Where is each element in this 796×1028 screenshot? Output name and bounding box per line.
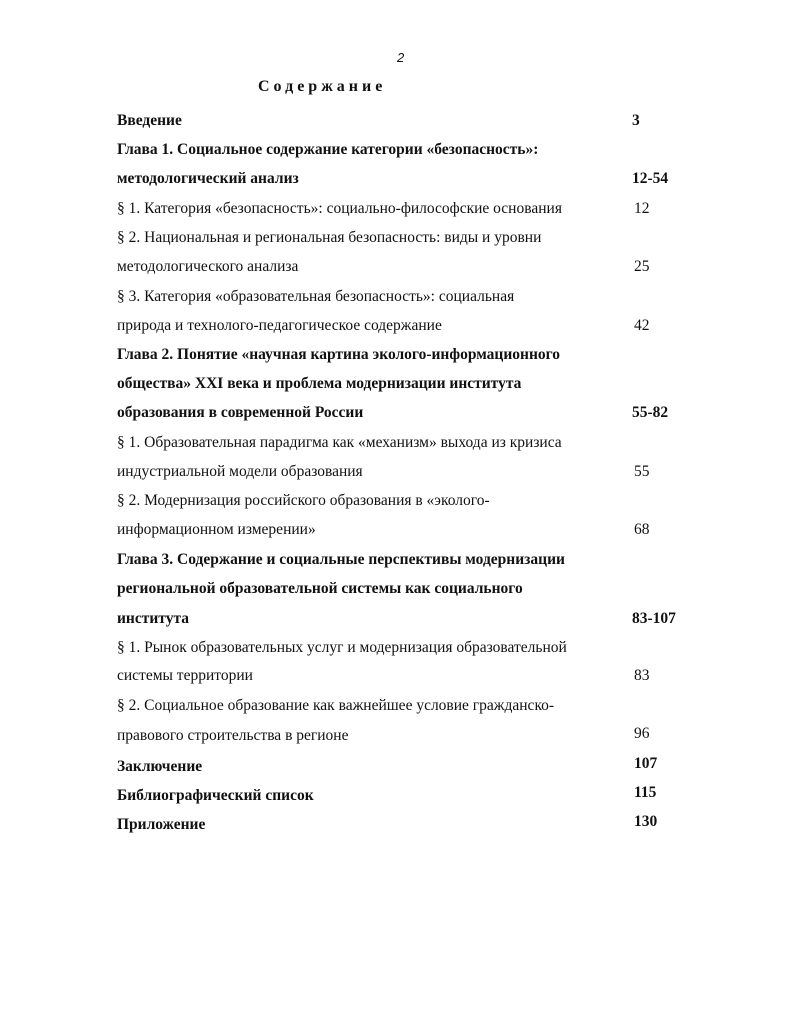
ch2-section-1-page: 55 [634,463,650,480]
ch2-section-2-line-1: § 2. Модернизация российского образования в «эколого- [117,492,490,509]
toc-entry-intro: Введение [117,112,182,129]
chapter-2-title-line-3: образования в современной России [117,404,364,421]
toc-page-bibliography: 115 [634,784,657,801]
chapter-2-title-line-1: Глава 2. Понятие «научная картина эколого-информационного [117,346,561,363]
toc-entry-bibliography: Библиографический список [117,787,314,804]
ch1-section-2-line-2: методологического анализа [117,258,299,275]
ch2-section-1-line-1: § 1. Образовательная парадигма как «механизм» выхода из кризиса [117,434,562,451]
chapter-1-page: 12-54 [632,170,669,187]
ch2-section-1-line-2: индустриальной модели образования [117,463,363,480]
ch1-section-3-page: 42 [634,317,650,334]
ch1-section-1-page: 12 [634,200,650,217]
ch2-section-2-line-2: информационном измерении» [117,521,316,538]
toc-page-conclusion: 107 [634,755,658,772]
ch3-section-1-line-1: § 1. Рынок образовательных услуг и модернизация образовательной [117,639,567,656]
toc-page-appendix: 130 [634,813,658,830]
ch3-section-1-line-2: системы территории [117,667,253,684]
toc-entry-conclusion: Заключение [117,758,203,775]
chapter-3-page: 83-107 [632,610,676,627]
chapter-3-title-line-3: института [117,610,189,627]
chapter-2-page: 55-82 [632,404,669,421]
ch3-section-2-page: 96 [634,725,650,742]
ch3-section-2-line-1: § 2. Социальное образование как важнейшее условие гражданско- [117,697,555,714]
ch1-section-2-line-1: § 2. Национальная и региональная безопасность: виды и уровни [117,229,542,246]
ch3-section-2-line-2: правового строительства в регионе [117,727,349,744]
ch3-section-1-page: 83 [634,667,650,684]
chapter-1-title-line-1: Глава 1. Социальное содержание категории «безопасность»: [117,141,539,158]
chapter-1-title-line-2: методологический анализ [117,170,299,187]
ch2-section-2-page: 68 [634,521,650,538]
page-number: 2 [397,50,405,65]
ch1-section-1-line-1: § 1. Категория «безопасность»: социально-философские основания [117,200,562,217]
ch1-section-3-line-2: природа и технолого-педагогическое содержание [117,317,442,334]
ch1-section-3-line-1: § 3. Категория «образовательная безопасность»: социальная [117,288,515,305]
chapter-2-title-line-2: общества» XXI века и проблема модернизации института [117,375,522,392]
toc-title: Содержание [258,78,387,95]
toc-page-intro: 3 [632,112,640,129]
ch1-section-2-page: 25 [634,258,650,275]
toc-entry-appendix: Приложение [117,816,206,833]
chapter-3-title-line-1: Глава 3. Содержание и социальные перспективы модернизации [117,551,565,568]
chapter-3-title-line-2: региональной образовательной системы как социального [117,580,523,597]
